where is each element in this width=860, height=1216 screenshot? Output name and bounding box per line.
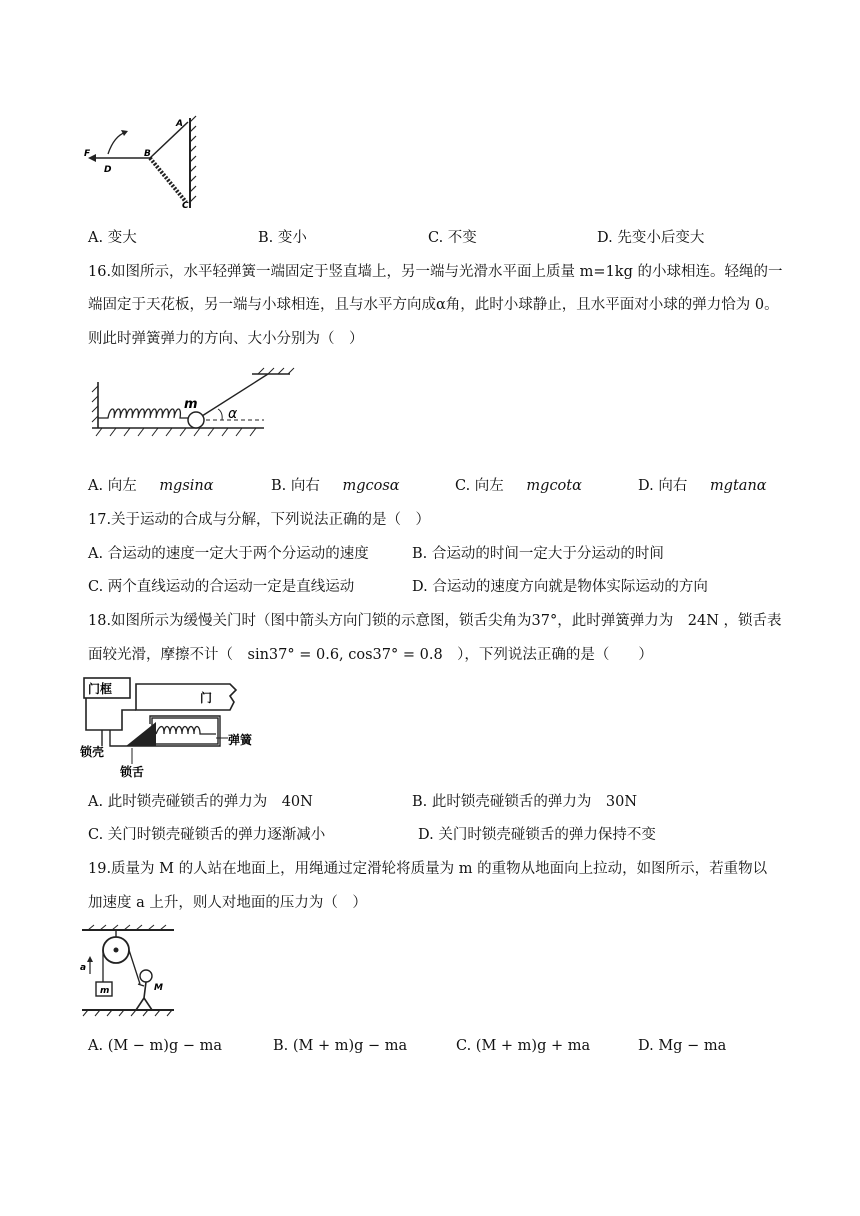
q16-stem-line-1: 16.如图所示，水平轻弹簧一端固定于竖直墙上，另一端与光滑水平面上质量 m=1kg 的小球相连。轻绳的一 [88,264,783,280]
q17-option-d[interactable]: D. 合运动的速度方向就是物体实际运动的方向 [412,579,708,595]
q18-figure [80,676,260,780]
q19-label-a: a [80,963,87,973]
q16-option-a[interactable] [88,474,214,495]
q16-option-b[interactable] [271,474,400,495]
q19-option-a[interactable]: A. (M − m)g − ma [88,1038,223,1054]
q19-option-d[interactable]: D. Mg − ma [638,1038,727,1054]
q16-stem-line-3: 则此时弹簧弹力的方向、大小分别为（ ） [88,331,364,347]
q16-option-b-dir: B. 向右 [271,478,320,494]
q16-option-a-dir: A. 向左 [88,478,137,494]
q18-option-d[interactable]: D. 关门时锁壳碰锁舌的弹力保持不变 [418,827,656,843]
q16-option-a-val: mgsinα [159,478,214,494]
q18-option-b[interactable]: B. 此时锁壳碰锁舌的弹力为 30N [412,794,638,810]
q15-label-d: D [104,165,112,175]
q15-label-a: A [176,119,183,129]
q19-stem-line-2: 加速度 a 上升，则人对地面的压力为（ ） [88,895,367,911]
q19-label-m: m [100,986,110,996]
q18-label-spring: 弹簧 [228,733,253,747]
q15-option-c[interactable]: C. 不变 [428,230,477,246]
q15-label-b: B [144,149,151,159]
q16-stem-line-2: 端固定于天花板，另一端与小球相连，且与水平方向成α角，此时小球静止，且水平面对小球的弹力恰为 0。 [88,297,779,313]
q17-option-a[interactable]: A. 合运动的速度一定大于两个分运动的速度 [88,546,369,562]
q19-stem-line-1: 19.质量为 M 的人站在地面上，用绳通过定滑轮将质量为 m 的重物从地面向上拉动，如图所示，若重物以 [88,861,768,877]
q18-label-door: 门 [200,691,213,705]
q18-label-shell: 锁壳 [80,745,105,759]
q16-figure [82,366,297,442]
q18-stem-line-1: 18.如图所示为缓慢关门时（图中箭头方向门锁的示意图，锁舌尖角为37°，此时弹簧弹力为 24N ，锁舌表 [88,613,782,629]
q19-figure [78,924,178,1018]
q19-option-b[interactable]: B. (M + m)g − ma [273,1038,408,1054]
q18-stem-line-2: 面较光滑，摩擦不计（ sin37° = 0.6, cos37° = 0.8 ），下列说法正确的是（ ） [88,647,653,663]
q18-option-a[interactable]: A. 此时锁壳碰锁舌的弹力为 40N [88,794,313,810]
q16-option-c-val: mgcotα [526,478,582,494]
q15-option-d[interactable]: D. 先变小后变大 [597,230,705,246]
q18-option-c[interactable]: C. 关门时锁壳碰锁舌的弹力逐渐减小 [88,827,326,843]
q16-option-d[interactable] [638,474,767,495]
q16-label-alpha: α [228,406,238,422]
q17-option-c[interactable]: C. 两个直线运动的合运动一定是直线运动 [88,579,355,595]
q16-label-m: m [184,397,198,412]
q15-label-c: C [182,201,189,211]
q16-option-c-dir: C. 向左 [455,478,504,494]
q15-option-a[interactable]: A. 变大 [88,230,137,246]
q16-option-c[interactable] [455,474,582,495]
q18-label-frame: 门框 [88,682,113,696]
q16-option-b-val: mgcosα [342,478,400,494]
q15-option-b[interactable]: B. 变小 [258,230,307,246]
q17-stem: 17.关于运动的合成与分解，下列说法正确的是（ ） [88,512,431,528]
q19-label-big-m: M [154,983,163,993]
q19-option-c[interactable]: C. (M + m)g + ma [456,1038,591,1054]
q16-option-d-dir: D. 向右 [638,478,688,494]
q15-figure [78,112,208,212]
q15-label-f: F [84,149,91,159]
q18-label-tongue: 锁舌 [120,765,145,779]
q17-option-b[interactable]: B. 合运动的时间一定大于分运动的时间 [412,546,664,562]
q16-option-d-val: mgtanα [709,478,767,494]
